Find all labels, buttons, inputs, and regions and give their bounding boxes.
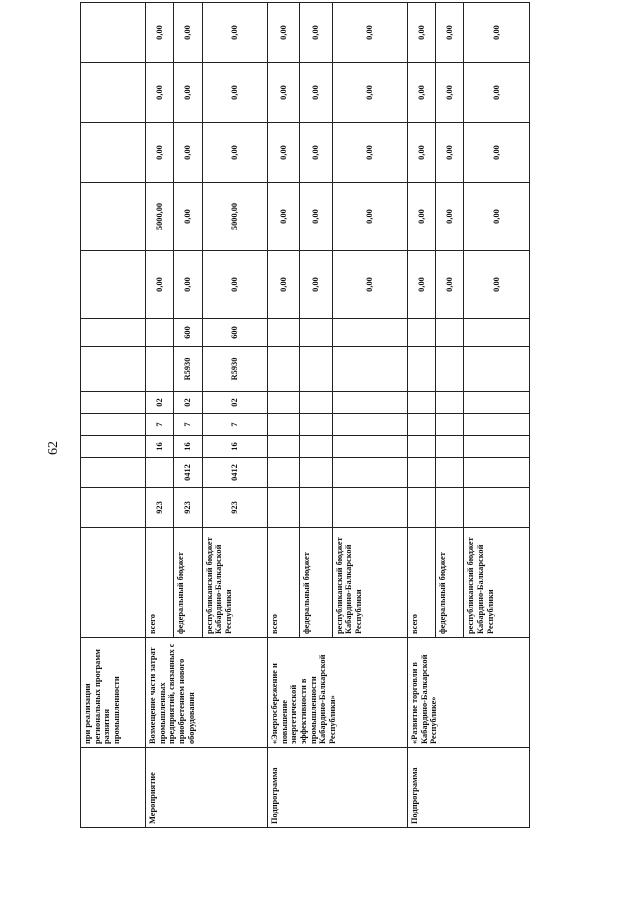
- row-name-cell: Возмещение части затрат промышленных предприятий, связанных с приобретением нового оборудования: [146, 638, 268, 748]
- value-cell: [407, 392, 435, 414]
- value-cell: 0,00: [464, 123, 530, 183]
- value-cell: [464, 319, 530, 347]
- value-cell: [407, 414, 435, 436]
- value-cell: 600: [202, 319, 267, 347]
- value-cell: 0,00: [174, 251, 202, 319]
- value-cell: [407, 488, 435, 528]
- value-cell: 0,00: [174, 63, 202, 123]
- value-cell: [464, 458, 530, 488]
- value-cell: 7: [202, 414, 267, 436]
- value-cell: 0,00: [436, 123, 464, 183]
- value-cell: 0,00: [146, 251, 174, 319]
- value-cell: 0,00: [174, 123, 202, 183]
- value-cell: 0,00: [267, 183, 299, 251]
- value-cell: [436, 347, 464, 392]
- value-cell: 16: [174, 436, 202, 458]
- value-cell: 0,00: [464, 251, 530, 319]
- value-cell: 0,00: [436, 63, 464, 123]
- value-cell: 0,00: [300, 183, 332, 251]
- value-cell: 0,00: [202, 123, 267, 183]
- value-cell: 02: [174, 392, 202, 414]
- value-cell: 923: [146, 488, 174, 528]
- value-cell: [332, 436, 407, 458]
- value-cell: 0,00: [267, 251, 299, 319]
- source-cell: всего: [407, 528, 435, 638]
- value-cell: R5930: [174, 347, 202, 392]
- value-cell: 0,00: [267, 63, 299, 123]
- budget-table: [80, 2, 530, 828]
- value-cell: [300, 347, 332, 392]
- value-cell: 0,00: [436, 183, 464, 251]
- value-cell: [407, 436, 435, 458]
- value-cell: [81, 347, 146, 392]
- table-row: [407, 3, 435, 828]
- value-cell: [81, 319, 146, 347]
- value-cell: 0,00: [407, 251, 435, 319]
- table-row: [267, 3, 299, 828]
- value-cell: [267, 319, 299, 347]
- value-cell: [81, 488, 146, 528]
- table-row: [146, 3, 174, 828]
- value-cell: 0,00: [332, 123, 407, 183]
- row-name-cell: при реализации региональных программ развития промышленности: [81, 638, 146, 748]
- value-cell: [436, 319, 464, 347]
- value-cell: [81, 63, 146, 123]
- value-cell: 5000,00: [146, 183, 174, 251]
- value-cell: 0,00: [300, 251, 332, 319]
- value-cell: 0,00: [300, 123, 332, 183]
- value-cell: [146, 319, 174, 347]
- value-cell: 0,00: [146, 123, 174, 183]
- source-cell: федеральный бюджет: [174, 528, 202, 638]
- value-cell: 0,00: [202, 3, 267, 63]
- value-cell: 7: [146, 414, 174, 436]
- value-cell: [146, 347, 174, 392]
- row-type-cell: Подпрограмма: [267, 748, 407, 828]
- value-cell: [436, 414, 464, 436]
- value-cell: 0,00: [407, 183, 435, 251]
- rotated-budget-table: [80, 25, 530, 828]
- value-cell: 0,00: [202, 251, 267, 319]
- value-cell: 0,00: [436, 3, 464, 63]
- value-cell: [81, 414, 146, 436]
- value-cell: [407, 458, 435, 488]
- row-type-cell: [81, 748, 146, 828]
- value-cell: R5930: [202, 347, 267, 392]
- value-cell: 0,00: [332, 251, 407, 319]
- row-name-cell: «Развитие торговли в Кабардино-Балкарской Республике»: [407, 638, 529, 748]
- source-cell: республиканский бюджет Кабардино-Балкарской Республики: [332, 528, 407, 638]
- value-cell: 0,00: [407, 123, 435, 183]
- value-cell: 0,00: [174, 3, 202, 63]
- value-cell: [81, 392, 146, 414]
- source-cell: федеральный бюджет: [436, 528, 464, 638]
- value-cell: [267, 392, 299, 414]
- table-row: [81, 3, 146, 828]
- value-cell: [300, 458, 332, 488]
- value-cell: [81, 123, 146, 183]
- source-cell: федеральный бюджет: [300, 528, 332, 638]
- value-cell: [267, 488, 299, 528]
- value-cell: 02: [146, 392, 174, 414]
- value-cell: 0,00: [332, 3, 407, 63]
- value-cell: 0,00: [300, 63, 332, 123]
- value-cell: 0,00: [464, 63, 530, 123]
- value-cell: 0,00: [407, 63, 435, 123]
- source-cell: всего: [146, 528, 174, 638]
- value-cell: [81, 436, 146, 458]
- table-body: [81, 3, 530, 828]
- value-cell: 16: [146, 436, 174, 458]
- value-cell: 0,00: [174, 183, 202, 251]
- value-cell: 0,00: [300, 3, 332, 63]
- value-cell: [464, 347, 530, 392]
- value-cell: 0,00: [436, 251, 464, 319]
- value-cell: 0412: [202, 458, 267, 488]
- value-cell: [300, 319, 332, 347]
- value-cell: [81, 458, 146, 488]
- value-cell: 0,00: [332, 183, 407, 251]
- value-cell: [146, 458, 174, 488]
- value-cell: [436, 488, 464, 528]
- value-cell: 0,00: [267, 123, 299, 183]
- value-cell: 5000,00: [202, 183, 267, 251]
- value-cell: [267, 347, 299, 392]
- value-cell: [332, 392, 407, 414]
- value-cell: [407, 347, 435, 392]
- value-cell: [300, 488, 332, 528]
- value-cell: [81, 3, 146, 63]
- value-cell: 0412: [174, 458, 202, 488]
- value-cell: 0,00: [332, 63, 407, 123]
- page-number: 62: [46, 441, 61, 455]
- value-cell: [300, 392, 332, 414]
- value-cell: 923: [202, 488, 267, 528]
- value-cell: [464, 414, 530, 436]
- source-cell: республиканский бюджет Кабардино-Балкарской Республики: [464, 528, 530, 638]
- value-cell: 923: [174, 488, 202, 528]
- value-cell: 7: [174, 414, 202, 436]
- value-cell: 0,00: [407, 3, 435, 63]
- value-cell: 0,00: [464, 3, 530, 63]
- value-cell: [81, 183, 146, 251]
- value-cell: [332, 458, 407, 488]
- value-cell: [332, 319, 407, 347]
- value-cell: 0,00: [202, 63, 267, 123]
- value-cell: [407, 319, 435, 347]
- value-cell: [267, 436, 299, 458]
- value-cell: [300, 414, 332, 436]
- value-cell: 0,00: [146, 63, 174, 123]
- value-cell: 0,00: [146, 3, 174, 63]
- value-cell: 0,00: [267, 3, 299, 63]
- value-cell: 02: [202, 392, 267, 414]
- value-cell: [81, 251, 146, 319]
- row-type-cell: Подпрограмма: [407, 748, 529, 828]
- value-cell: [332, 488, 407, 528]
- value-cell: [436, 392, 464, 414]
- value-cell: [332, 347, 407, 392]
- value-cell: 600: [174, 319, 202, 347]
- source-cell: [81, 528, 146, 638]
- source-cell: республиканский бюджет Кабардино-Балкарской Республики: [202, 528, 267, 638]
- value-cell: [436, 436, 464, 458]
- value-cell: [267, 458, 299, 488]
- source-cell: всего: [267, 528, 299, 638]
- value-cell: [464, 392, 530, 414]
- value-cell: 16: [202, 436, 267, 458]
- value-cell: [464, 488, 530, 528]
- value-cell: [464, 436, 530, 458]
- value-cell: [267, 414, 299, 436]
- value-cell: [300, 436, 332, 458]
- row-name-cell: «Энергосбережение и повышение энергетической эффективности в промышленности Кабардино-Балкарской Республики»: [267, 638, 407, 748]
- value-cell: 0,00: [464, 183, 530, 251]
- row-type-cell: Мероприятие: [146, 748, 268, 828]
- value-cell: [436, 458, 464, 488]
- value-cell: [332, 414, 407, 436]
